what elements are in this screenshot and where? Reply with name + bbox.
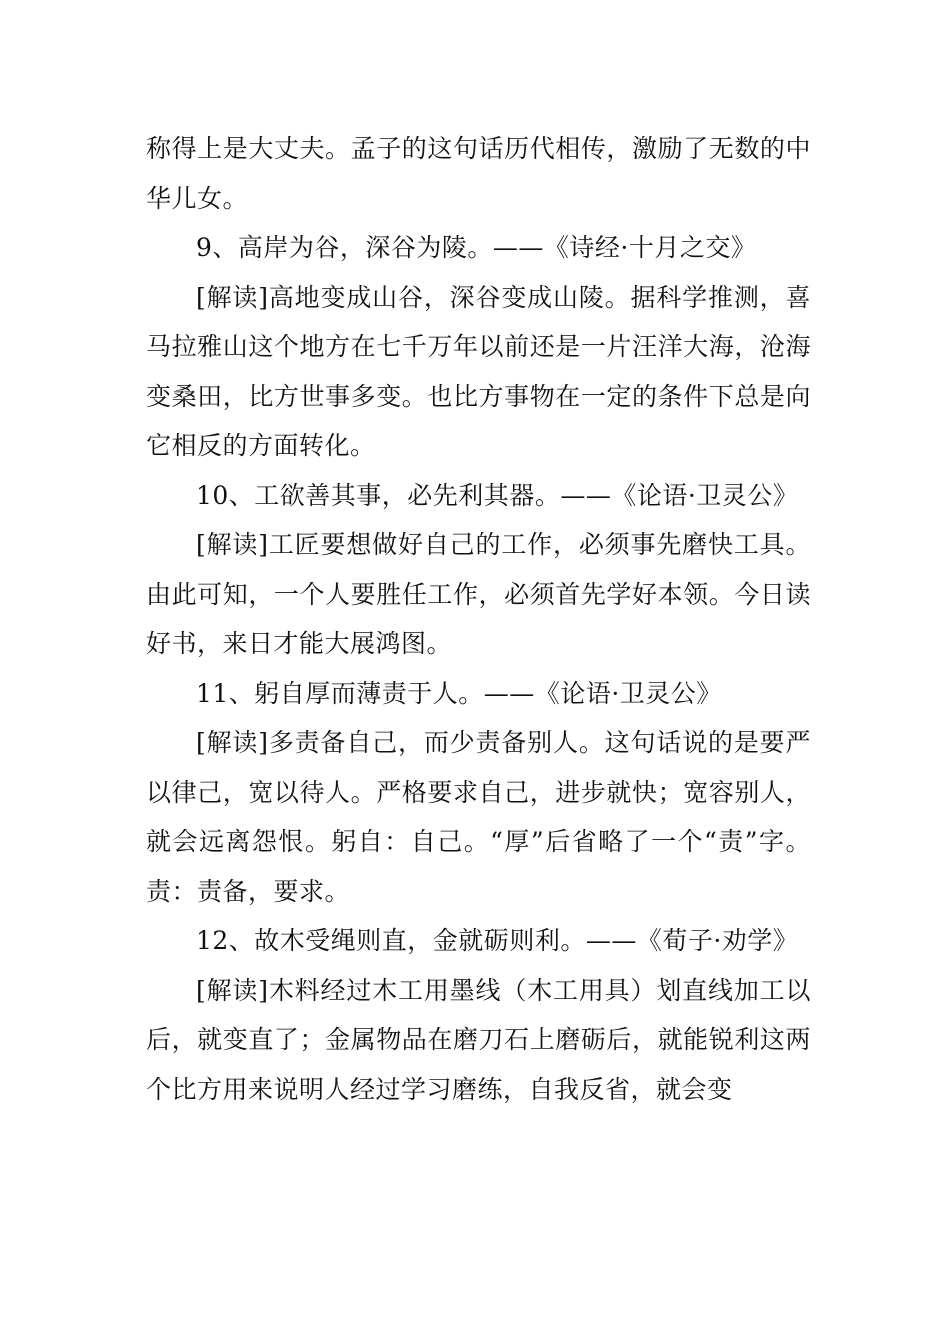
quote-11-heading: 11、躬自厚而薄责于人。——《论语·卫灵公》 [196,678,722,708]
quote-11-interpretation: [解读]多责备自己，而少责备别人。这句话说的是要严以律己，宽以待人。严格要求自己，进步就快；宽容别人，就会远离怨恨。躬自：自己。“厚”后省略了一个“责”字。责：责备，要求。 [146,728,811,906]
paragraph-continuation: 称得上是大丈夫。孟子的这句话历代相传，激励了无数的中华儿女。 [146,134,811,213]
quote-10-interpretation: [解读]工匠要想做好自己的工作，必须事先磨快工具。由此可知，一个人要胜任工作，必须首先学好本领。今日读好书，来日才能大展鸿图。 [146,530,811,658]
quote-9-interpretation: [解读]高地变成山谷，深谷变成山陵。据科学推测，喜马拉雅山这个地方在七千万年以前还是一片汪洋大海，沧海变桑田，比方世事多变。也比方事物在一定的条件下总是向它相反的方面转化。 [146,282,811,460]
quote-10-heading: 10、工欲善其事，必先利其器。——《论语·卫灵公》 [196,480,799,510]
quote-9-heading: 9、高岸为谷，深谷为陵。——《诗经·十月之交》 [196,233,757,262]
quote-12-interpretation: [解读]木料经过木工用墨线（木工用具）划直线加工以后，就变直了；金属物品在磨刀石上磨砺后，就能锐利这两个比方用来说明人经过学习磨练，自我反省，就会变 [146,975,811,1104]
quote-12-heading: 12、故木受绳则直，金就砺则利。——《荀子·劝学》 [196,926,799,955]
document-page [146,124,811,1114]
